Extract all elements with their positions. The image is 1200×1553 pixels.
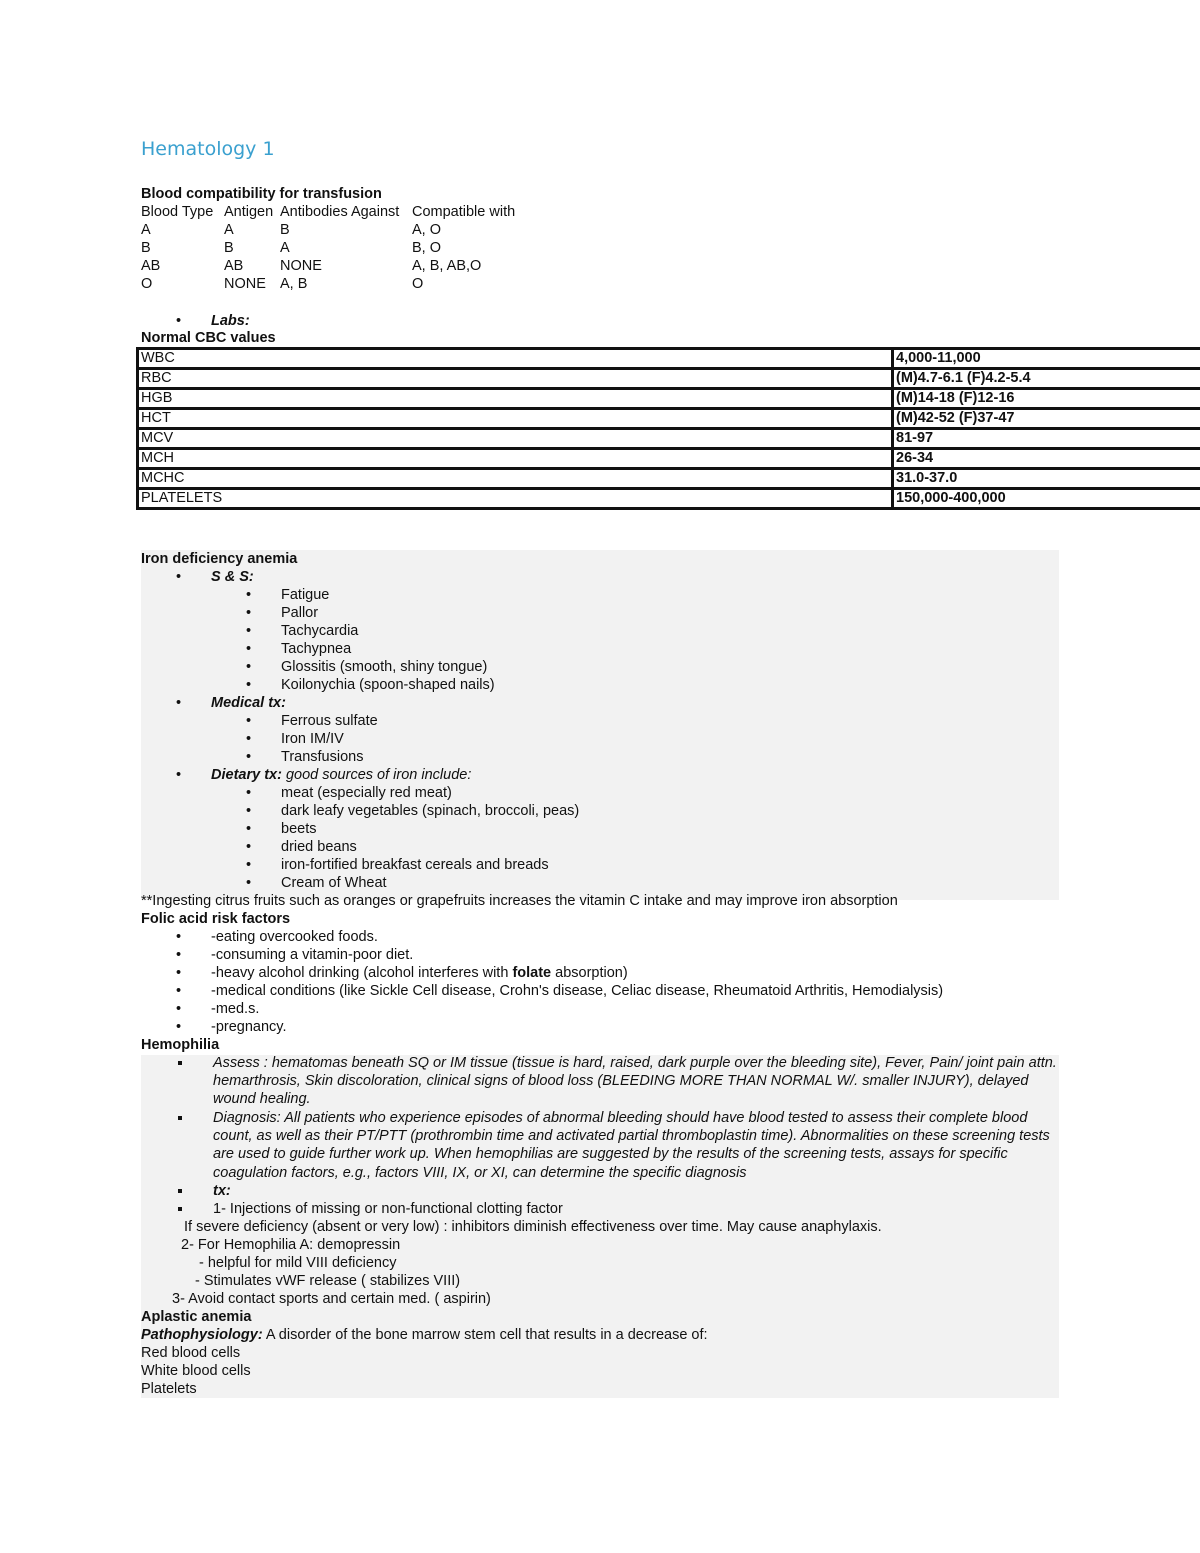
cell: A, O	[412, 222, 442, 238]
item-text: absorption)	[551, 965, 628, 981]
item-text: If severe deficiency (absent or very low) : inhibitors diminish effectiveness over time. May cause anaphylaxis.	[184, 1219, 882, 1235]
item-text: Tachycardia	[281, 623, 359, 639]
list-item	[141, 586, 1071, 604]
item-text: Platelets	[141, 1381, 197, 1397]
item-text: Ferrous sulfate	[281, 713, 378, 729]
cell: A, B	[280, 276, 308, 292]
bullet: •	[176, 695, 182, 711]
item-text: 1- Injections of missing or non-functional clotting factor	[213, 1201, 563, 1217]
list-item	[141, 1018, 1071, 1036]
list-item	[141, 784, 1071, 802]
header-cell: Compatible with	[412, 204, 516, 220]
text-line	[141, 1254, 1071, 1272]
list-item	[141, 982, 1071, 1000]
header-cell: Antibodies Against	[280, 204, 400, 220]
item-text: beets	[281, 821, 317, 837]
bullet: •	[246, 623, 252, 639]
text-line	[141, 1290, 1071, 1308]
ss-label: S & S:	[211, 569, 254, 585]
section-heading: Folic acid risk factors	[141, 911, 291, 927]
square-bullet-icon	[178, 1207, 182, 1211]
list-item	[141, 1000, 1071, 1018]
cbc-value: (M)14-18 (F)12-16	[893, 389, 1200, 409]
bullet: •	[176, 929, 182, 945]
list-item	[141, 802, 1071, 820]
bullet: •	[246, 605, 252, 621]
list-item	[141, 964, 1071, 982]
cbc-name: HGB	[138, 389, 893, 409]
bullet: •	[246, 677, 252, 693]
cbc-value: (M)4.7-6.1 (F)4.2-5.4	[893, 369, 1200, 389]
cell: O	[412, 276, 424, 292]
labs-label: Labs:	[211, 313, 250, 329]
table-row	[138, 349, 1200, 369]
item-text: meat (especially red meat)	[281, 785, 452, 801]
list-item	[141, 694, 1071, 712]
note-text: **Ingesting citrus fruits such as oranges or grapefruits increases the vitamin C intake and may improve iron absorption	[141, 893, 898, 909]
cell: B	[280, 222, 290, 238]
item-text: - helpful for mild VIII deficiency	[199, 1255, 397, 1271]
cbc-name: HCT	[138, 409, 893, 429]
cell: AB	[141, 258, 161, 274]
bullet: •	[176, 947, 182, 963]
patho-label: Pathophysiology:	[141, 1327, 263, 1343]
item-text: -pregnancy.	[211, 1019, 287, 1035]
text-line	[141, 1218, 1071, 1236]
list-item	[141, 838, 1071, 856]
list-item	[141, 1054, 1071, 1109]
text-line	[141, 1326, 1071, 1344]
list-item	[141, 712, 1071, 730]
item-text: 3- Avoid contact sports and certain med. ( aspirin)	[172, 1291, 491, 1307]
bullet: •	[246, 587, 252, 603]
item-text: Iron IM/IV	[281, 731, 344, 747]
table-row	[138, 429, 1200, 449]
bullet: •	[246, 803, 252, 819]
medical-label: Medical tx:	[211, 695, 286, 711]
cbc-name: MCV	[138, 429, 893, 449]
cbc-name: WBC	[138, 349, 893, 369]
cell: B	[141, 240, 151, 256]
bullet: •	[246, 821, 252, 837]
item-text: Koilonychia (spoon-shaped nails)	[281, 677, 495, 693]
cell: A, B, AB,O	[412, 258, 482, 274]
table-row	[138, 489, 1200, 509]
notes-content	[141, 550, 1071, 1398]
list-item	[141, 1182, 1071, 1200]
list-item	[141, 766, 1071, 784]
item-text: Glossitis (smooth, shiny tongue)	[281, 659, 488, 675]
cbc-value: 81-97	[893, 429, 1200, 449]
header-cell: Blood Type	[141, 204, 214, 220]
item-text: Cream of Wheat	[281, 875, 387, 891]
assess-text: Assess : hematomas beneath SQ or IM tissue (tissue is hard, raised, dark purple over the bleeding site), Fever, Pain/ joint pain attn. hemarthrosis, Skin discoloration, clinical signs of blood loss (BLEEDING MORE THAN NORMAL W/. smaller INJURY), delayed wound healing.	[213, 1055, 1057, 1108]
cbc-name: RBC	[138, 369, 893, 389]
cell: NONE	[224, 276, 266, 292]
item-text: 2- For Hemophilia A: demopressin	[181, 1237, 401, 1253]
bullet: •	[246, 785, 252, 801]
header-cell: Antigen	[224, 204, 274, 220]
item-text: iron-fortified breakfast cereals and breads	[281, 857, 549, 873]
cell: AB	[224, 258, 244, 274]
cbc-value: 26-34	[893, 449, 1200, 469]
text-line	[141, 1362, 1071, 1380]
iron-heading	[141, 550, 1071, 568]
cell: B, O	[412, 240, 442, 256]
dietary-label: Dietary tx:	[211, 767, 282, 783]
cell: A	[224, 222, 234, 238]
bullet: •	[246, 731, 252, 747]
patho-text: A disorder of the bone marrow stem cell that results in a decrease of:	[262, 1327, 708, 1343]
table-row	[138, 409, 1200, 429]
section-heading: Iron deficiency anemia	[141, 551, 298, 567]
text-line	[141, 1380, 1071, 1398]
text-line	[141, 1236, 1071, 1254]
page-title: Hematology 1	[141, 138, 275, 160]
cbc-value: 31.0-37.0	[893, 469, 1200, 489]
cbc-name: MCHC	[138, 469, 893, 489]
list-item	[141, 658, 1071, 676]
bullet: •	[176, 767, 182, 783]
cell: NONE	[280, 258, 322, 274]
cbc-value: 4,000-11,000	[893, 349, 1200, 369]
bullet: •	[246, 839, 252, 855]
dietary-intro: good sources of iron include:	[285, 767, 472, 783]
item-text: White blood cells	[141, 1363, 251, 1379]
text-line	[141, 1272, 1071, 1290]
diagnosis-text: Diagnosis: All patients who experience episodes of abnormal bleeding should have blood tested to assess their complete blood count, as well as their PT/PTT (prothrombin time and activated partial thromboplastin time). Abnormalities on these screening tests are used to guide further work up. When hemophilias are suggested by the results of the screening tests, assays for specific coagulation factors, e.g., factors VIII, IX, or XI, can determine the specific diagnosis	[213, 1110, 1050, 1181]
square-bullet-icon	[178, 1116, 182, 1120]
list-item	[141, 928, 1071, 946]
cbc-value: 150,000-400,000	[893, 489, 1200, 509]
list-item	[141, 1109, 1071, 1182]
tx-label: tx:	[213, 1183, 231, 1199]
list-item	[141, 622, 1071, 640]
bullet: •	[246, 875, 252, 891]
cell: B	[224, 240, 234, 256]
cell: A	[141, 222, 151, 238]
cbc-heading: Normal CBC values	[141, 330, 276, 346]
list-item	[141, 640, 1071, 658]
bullet: •	[176, 965, 182, 981]
hemophilia-heading	[141, 1036, 1071, 1054]
cell: A	[280, 240, 290, 256]
item-text: -consuming a vitamin-poor diet.	[211, 947, 414, 963]
table-row	[138, 469, 1200, 489]
bullet: •	[246, 641, 252, 657]
cbc-name: PLATELETS	[138, 489, 893, 509]
aplastic-heading	[141, 1308, 1071, 1326]
item-text: dried beans	[281, 839, 357, 855]
list-item	[141, 676, 1071, 694]
bullet: •	[176, 983, 182, 999]
item-text: - Stimulates vWF release ( stabilizes VIII)	[195, 1273, 461, 1289]
bullet: •	[246, 749, 252, 765]
bullet: •	[246, 713, 252, 729]
list-item	[141, 748, 1071, 766]
text-line	[141, 1344, 1071, 1362]
section-heading: Aplastic anemia	[141, 1309, 252, 1325]
square-bullet-icon	[178, 1189, 182, 1193]
blood-compat-heading: Blood compatibility for transfusion	[141, 186, 382, 202]
section-heading: Hemophilia	[141, 1037, 220, 1053]
item-text: Pallor	[281, 605, 319, 621]
cbc-value: (M)42-52 (F)37-47	[893, 409, 1200, 429]
item-text: -med.s.	[211, 1001, 260, 1017]
bullet: •	[176, 1001, 182, 1017]
bullet: •	[246, 659, 252, 675]
table-row	[138, 449, 1200, 469]
item-text: Red blood cells	[141, 1345, 241, 1361]
item-text: -eating overcooked foods.	[211, 929, 378, 945]
bullet: •	[246, 857, 252, 873]
list-item	[141, 1200, 1071, 1218]
cbc-table	[136, 347, 1200, 510]
list-item	[141, 856, 1071, 874]
square-bullet-icon	[178, 1061, 182, 1065]
list-item	[141, 874, 1071, 892]
folate-term: folate	[512, 965, 552, 981]
list-item	[141, 946, 1071, 964]
table-row	[138, 389, 1200, 409]
item-text: Tachypnea	[281, 641, 352, 657]
list-item	[141, 820, 1071, 838]
item-text: -medical conditions (like Sickle Cell disease, Crohn's disease, Celiac disease, Rheumatoid Arthritis, Hemodialysis)	[211, 983, 944, 999]
item-text: Transfusions	[281, 749, 364, 765]
iron-note	[141, 892, 1071, 910]
bullet: •	[176, 1019, 182, 1035]
cell: O	[141, 276, 153, 292]
bullet: •	[176, 313, 182, 329]
item-text: -heavy alcohol drinking (alcohol interferes with	[211, 965, 513, 981]
cbc-name: MCH	[138, 449, 893, 469]
item-text: Fatigue	[281, 587, 330, 603]
bullet: •	[176, 569, 182, 585]
item-text: dark leafy vegetables (spinach, broccoli, peas)	[281, 803, 580, 819]
list-item	[141, 568, 1071, 586]
folic-heading	[141, 910, 1071, 928]
table-row	[138, 369, 1200, 389]
list-item	[141, 604, 1071, 622]
list-item	[141, 730, 1071, 748]
